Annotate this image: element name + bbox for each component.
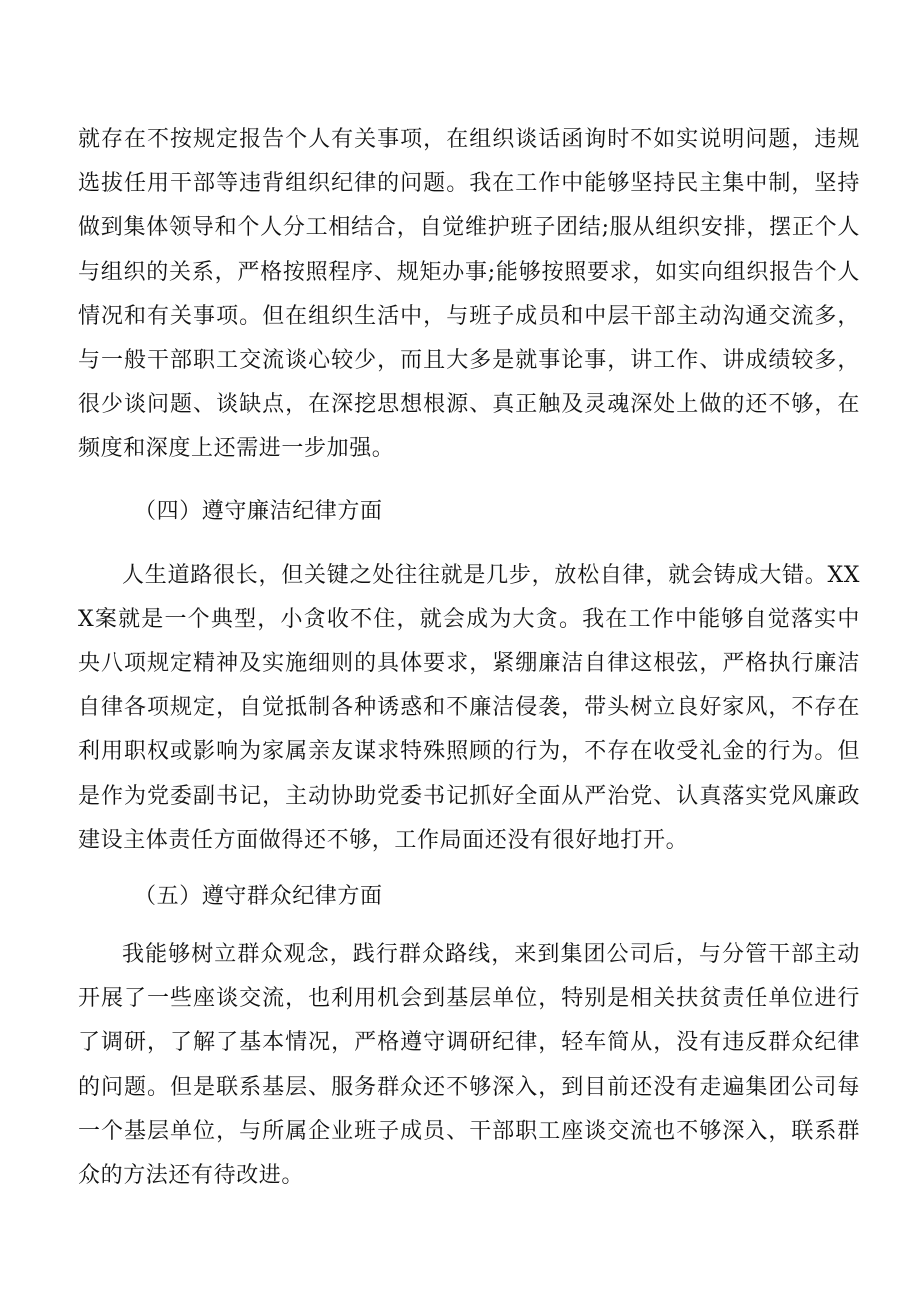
document-page: [78, 118, 860, 1198]
section-heading-integrity-discipline: （四）遵守廉洁纪律方面: [134, 498, 383, 524]
paragraph-mass-discipline: 我能够树立群众观念，践行群众路线，来到集团公司后，与分管干部主动开展了一些座谈交流，也利用机会到基层单位，特别是相关扶贫责任单位进行了调研，了解了基本情况，严格遵守调研纪律，轻车简从，没有违反群众纪律的问题。但是联系基层、服务群众还不够深入，到目前还没有走遍集团公司每一个基层单位，与所属企业班子成员、干部职工座谈交流也不够深入，联系群众的方法还有待改进。: [78, 942, 860, 1189]
paragraph-integrity-discipline: 人生道路很长，但关键之处往往就是几步，放松自律，就会铸成大错。XXX案就是一个典型，小贪收不住，就会成为大贪。我在工作中能够自觉落实中央八项规定精神及实施细则的具体要求，紧绷廉洁自律这根弦，严格执行廉洁自律各项规定，自觉抵制各种诱惑和不廉洁侵袭，带头树立良好家风，不存在利用职权或影响为家属亲友谋求特殊照顾的行为，不存在收受礼金的行为。但是作为党委副书记，主动协助党委书记抓好全面从严治党、认真落实党风廉政建设主体责任方面做得还不够，工作局面还没有很好地打开。: [78, 562, 860, 853]
section-heading-mass-discipline: （五）遵守群众纪律方面: [134, 884, 383, 910]
paragraph-organizational-discipline: 就存在不按规定报告个人有关事项，在组织谈话函询时不如实说明问题，违规选拔任用干部等违背组织纪律的问题。我在工作中能够坚持民主集中制，坚持做到集体领导和个人分工相结合，自觉维护班子团结;服从组织安排，摆正个人与组织的关系，严格按照程序、规矩办事;能够按照要求，如实向组织报告个人情况和有关事项。但在组织生活中，与班子成员和中层干部主动沟通交流多，与一般干部职工交流谈心较少，而且大多是就事论事，讲工作、讲成绩较多，很少谈问题、谈缺点，在深挖思想根源、真正触及灵魂深处上做的还不够，在频度和深度上还需进一步加强。: [78, 127, 860, 462]
